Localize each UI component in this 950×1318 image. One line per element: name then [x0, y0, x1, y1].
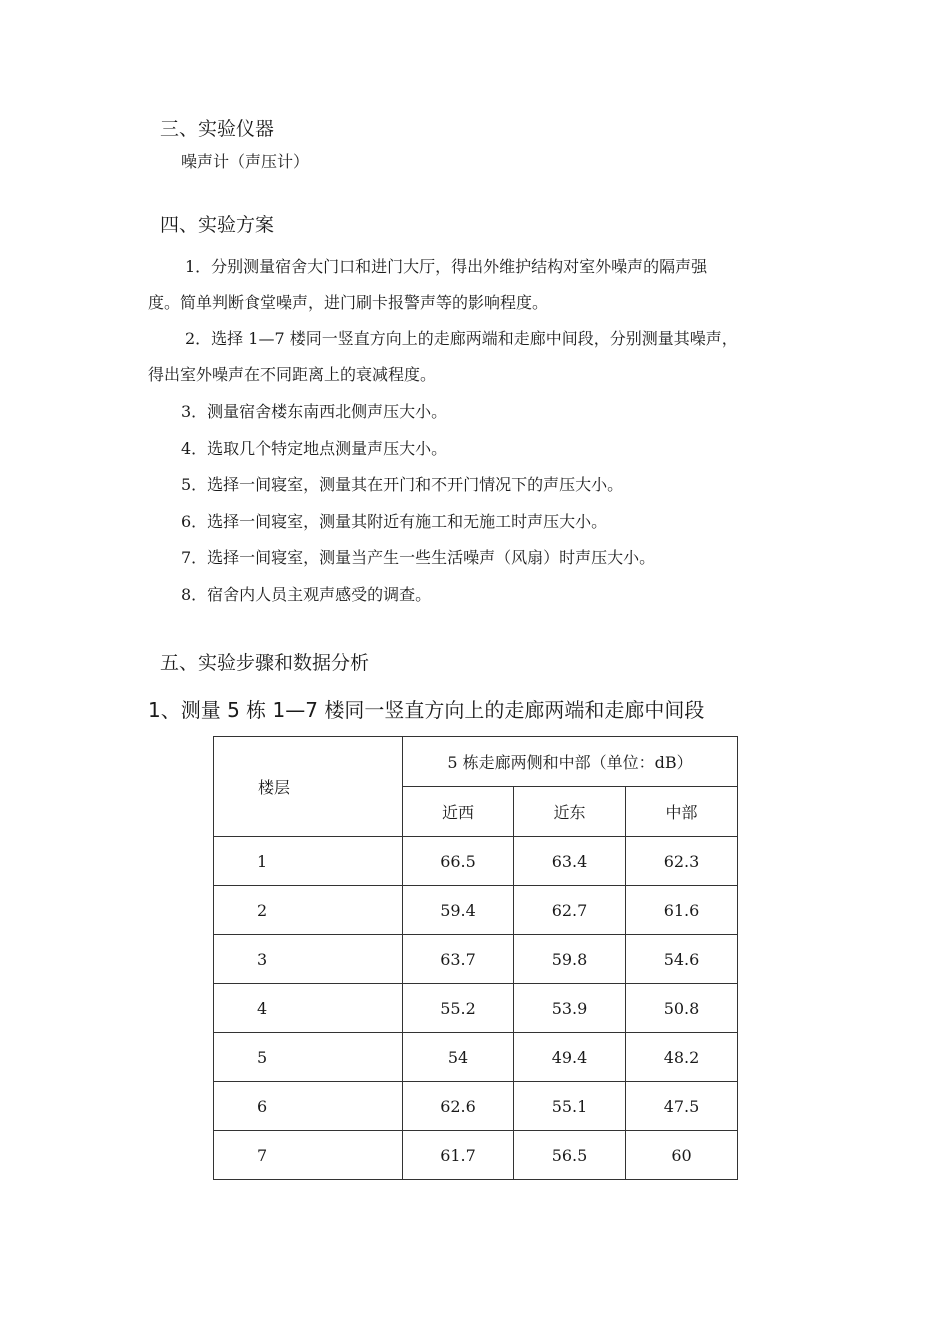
value-cell: 59.8	[514, 935, 626, 984]
value-cell: 49.4	[514, 1033, 626, 1082]
table-row	[214, 1033, 738, 1082]
table-row	[214, 837, 738, 886]
floor-cell: 7	[214, 1131, 403, 1180]
value-cell: 53.9	[514, 984, 626, 1033]
value-cell: 47.5	[626, 1082, 738, 1131]
section-5-title: 五、实验步骤和数据分析	[160, 652, 370, 674]
table-row	[214, 984, 738, 1033]
floor-cell: 2	[214, 886, 403, 935]
value-cell: 61.6	[626, 886, 738, 935]
plan-item-4: 4．选取几个特定地点测量声压大小。	[181, 439, 448, 458]
col-header-middle: 中部	[626, 787, 738, 837]
section-3-title: 三、实验仪器	[160, 118, 275, 140]
table-row	[214, 886, 738, 935]
floor-cell: 5	[214, 1033, 403, 1082]
table-row	[214, 1082, 738, 1131]
value-cell: 54	[403, 1033, 514, 1082]
section-3-body: 噪声计（声压计）	[181, 152, 310, 171]
value-cell: 63.7	[403, 935, 514, 984]
floor-cell: 6	[214, 1082, 403, 1131]
plan-item-7: 7．选择一间寝室，测量当产生一些生活噪声（风扇）时声压大小。	[181, 548, 656, 567]
col-header-east: 近东	[514, 787, 626, 837]
col-header-west: 近西	[403, 787, 514, 837]
floor-cell: 1	[214, 837, 403, 886]
floor-cell: 3	[214, 935, 403, 984]
plan-item-1-cont: 度。简单判断食堂噪声，进门刷卡报警声等的影响程度。	[148, 293, 549, 312]
value-cell: 60	[626, 1131, 738, 1180]
value-cell: 48.2	[626, 1033, 738, 1082]
plan-item-2-cont: 得出室外噪声在不同距离上的衰减程度。	[148, 365, 437, 384]
value-cell: 54.6	[626, 935, 738, 984]
section-4-title: 四、实验方案	[160, 214, 275, 236]
value-cell: 55.1	[514, 1082, 626, 1131]
value-cell: 62.7	[514, 886, 626, 935]
value-cell: 56.5	[514, 1131, 626, 1180]
value-cell: 50.8	[626, 984, 738, 1033]
plan-item-1: 1．分别测量宿舍大门口和进门大厅，得出外维护结构对室外噪声的隔声强	[185, 257, 708, 276]
floor-cell: 4	[214, 984, 403, 1033]
value-cell: 66.5	[403, 837, 514, 886]
value-cell: 61.7	[403, 1131, 514, 1180]
plan-item-8: 8．宿舍内人员主观声感受的调查。	[181, 585, 432, 604]
value-cell: 59.4	[403, 886, 514, 935]
subsection-1-title: 1、测量 5 栋 1—7 楼同一竖直方向上的走廊两端和走廊中间段	[148, 698, 705, 722]
plan-item-2: 2．选择 1—7 楼同一竖直方向上的走廊两端和走廊中间段，分别测量其噪声，	[185, 329, 738, 348]
floor-header: 楼层	[214, 737, 403, 837]
table-row	[214, 1131, 738, 1180]
noise-data-table	[213, 736, 738, 1180]
value-cell: 62.3	[626, 837, 738, 886]
value-cell: 63.4	[514, 837, 626, 886]
plan-item-5: 5．选择一间寝室，测量其在开门和不开门情况下的声压大小。	[181, 475, 624, 494]
group-header: 5 栋走廊两侧和中部（单位：dB）	[403, 737, 738, 787]
plan-item-6: 6．选择一间寝室，测量其附近有施工和无施工时声压大小。	[181, 512, 608, 531]
table-row	[214, 935, 738, 984]
value-cell: 62.6	[403, 1082, 514, 1131]
value-cell: 55.2	[403, 984, 514, 1033]
plan-item-3: 3．测量宿舍楼东南西北侧声压大小。	[181, 402, 448, 421]
